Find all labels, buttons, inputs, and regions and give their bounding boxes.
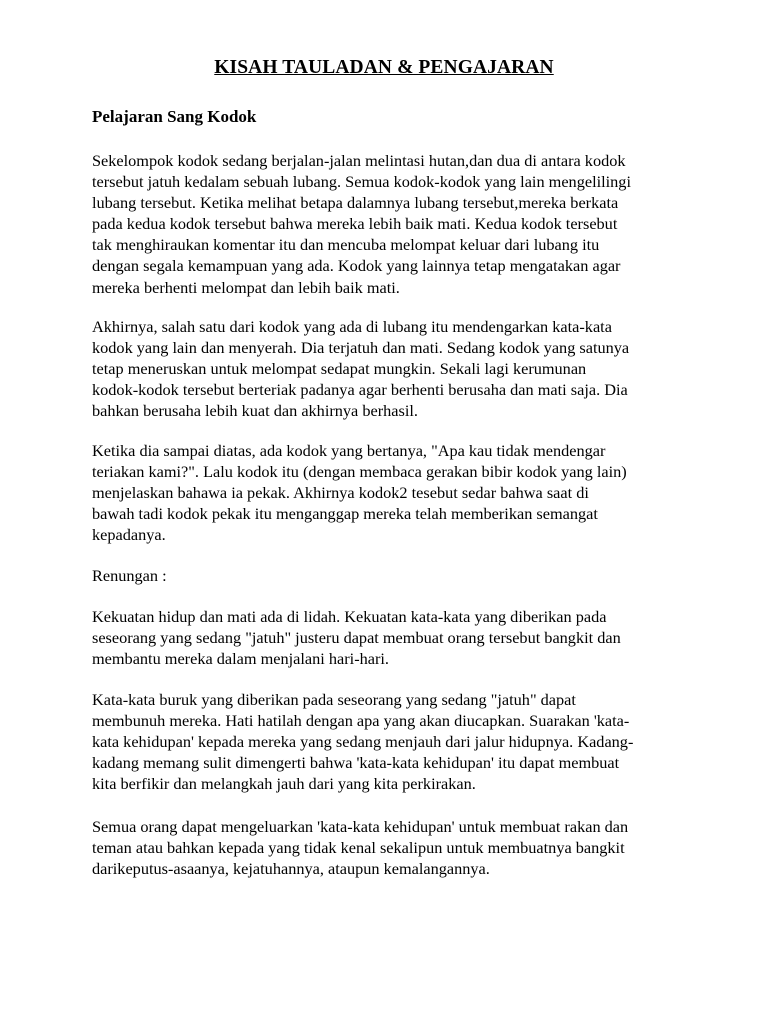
paragraph-4 bbox=[92, 606, 692, 669]
text-line: tetap meneruskan untuk melompat sedapat mungkin. Sekali lagi kerumunan bbox=[92, 359, 587, 379]
text-line: tak menghiraukan komentar itu dan mencuba melompat keluar dari lubang itu bbox=[92, 235, 600, 255]
paragraph-2 bbox=[92, 316, 692, 421]
text-line: teman atau bahkan kepada yang tidak kenal sekalipun untuk membuatnya bangkit bbox=[92, 838, 625, 858]
reflection-heading bbox=[92, 565, 692, 586]
text-line: bahkan berusaha lebih kuat dan akhirnya berhasil. bbox=[92, 401, 418, 421]
text-line: kita berfikir dan melangkah jauh dari yang kita perkirakan. bbox=[92, 774, 476, 794]
paragraph-6 bbox=[92, 816, 692, 879]
paragraph-5 bbox=[92, 689, 692, 794]
story-subtitle: Pelajaran Sang Kodok bbox=[92, 107, 257, 126]
text-line: tersebut jatuh kedalam sebuah lubang. Semua kodok-kodok yang lain mengelilingi bbox=[92, 172, 631, 192]
text-line: Akhirnya, salah satu dari kodok yang ada di lubang itu mendengarkan kata-kata bbox=[92, 317, 612, 336]
text-line: teriakan kami?". Lalu kodok itu (dengan membaca gerakan bibir kodok yang lain) bbox=[92, 462, 627, 482]
document-title: KISAH TAULADAN & PENGAJARAN bbox=[214, 57, 554, 78]
text-line: menjelaskan bahawa ia pekak. Akhirnya kodok2 tesebut sedar bahwa saat di bbox=[92, 483, 589, 503]
text-line: mereka berhenti melompat dan lebih baik mati. bbox=[92, 277, 400, 297]
text-line: lubang tersebut. Ketika melihat betapa dalamnya lubang tersebut,mereka berkata bbox=[92, 193, 619, 213]
text-line: Semua orang dapat mengeluarkan 'kata-kata kehidupan' untuk membuat rakan dan bbox=[92, 817, 629, 836]
text-line: kodok-kodok tersebut berteriak padanya agar berhenti berusaha dan mati saja. Dia bbox=[92, 380, 628, 400]
text-line: Ketika dia sampai diatas, ada kodok yang bertanya, "Apa kau tidak mendengar bbox=[92, 441, 606, 460]
text-line: bawah tadi kodok pekak itu menganggap mereka telah memberikan semangat bbox=[92, 504, 598, 524]
text-line: darikeputus-asaanya, kejatuhannya, ataupun kemalangannya. bbox=[92, 859, 490, 879]
text-line: Kata-kata buruk yang diberikan pada seseorang yang sedang "jatuh" dapat bbox=[92, 690, 576, 709]
text-line: kadang memang sulit dimengerti bahwa 'kata-kata kehidupan' itu dapat membuat bbox=[92, 753, 620, 773]
text-line: membantu mereka dalam menjalani hari-hari. bbox=[92, 649, 390, 669]
text-line: kata kehidupan' kepada mereka yang sedang menjauh dari jalur hidupnya. Kadang- bbox=[92, 732, 634, 752]
paragraph-3 bbox=[92, 440, 692, 545]
text-line: kepadanya. bbox=[92, 525, 166, 545]
text-line: pada kedua kodok tersebut bahwa mereka lebih baik mati. Kedua kodok tersebut bbox=[92, 214, 618, 234]
text-line: kodok yang lain dan menyerah. Dia terjatuh dan mati. Sedang kodok yang satunya bbox=[92, 338, 630, 358]
text-line: Kekuatan hidup dan mati ada di lidah. Kekuatan kata-kata yang diberikan pada bbox=[92, 607, 607, 626]
paragraph-1 bbox=[92, 150, 692, 298]
text-line: Sekelompok kodok sedang berjalan-jalan melintasi hutan,dan dua di antara kodok bbox=[92, 151, 626, 170]
text-line: dengan segala kemampuan yang ada. Kodok yang lainnya tetap mengatakan agar bbox=[92, 256, 621, 276]
text-line: membunuh mereka. Hati hatilah dengan apa yang akan diucapkan. Suarakan 'kata- bbox=[92, 711, 630, 731]
text-line: Renungan : bbox=[92, 566, 167, 585]
text-line: seseorang yang sedang "jatuh" justeru dapat membuat orang tersebut bangkit dan bbox=[92, 628, 621, 648]
